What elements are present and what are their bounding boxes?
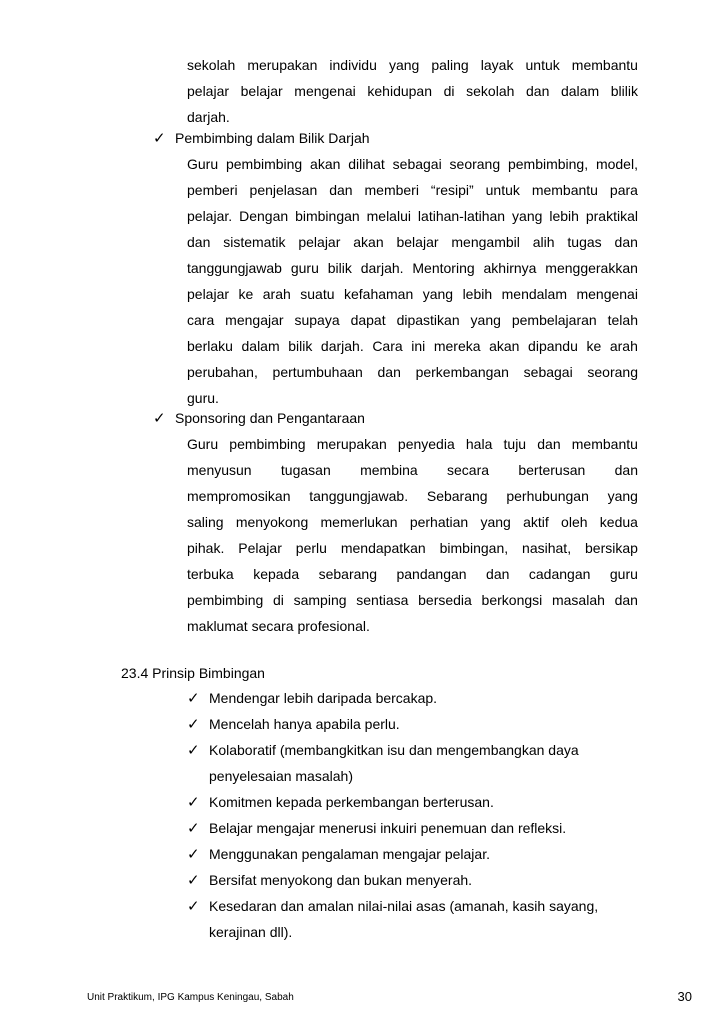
checkmark-icon: ✓ [153,410,166,427]
principle-text: Kesedaran dan amalan nilai-nilai asas (amanah, kasih sayang, [209,898,599,914]
text-line: terbuka kepada sebarang pandangan dan cadangan guru [187,566,638,582]
sponsoring-paragraph [187,431,638,639]
text-line: pemberi penjelasan dan memberi “resipi” untuk membantu para [187,182,638,198]
text-line: darjah. [187,109,230,125]
text-line: berlaku dalam bilik darjah. Cara ini mereka akan dipandu ke arah [187,338,638,354]
checkmark-icon: ✓ [187,794,200,811]
text-line: sekolah merupakan individu yang paling layak untuk membantu [187,57,638,73]
principle-text: Mencelah hanya apabila perlu. [209,716,400,732]
principle-item [187,737,598,789]
checkmark-icon: ✓ [187,690,200,707]
text-line: tanggungjawab guru bilik darjah. Mentoring akhirnya menggerakkan [187,260,638,276]
checkmark-icon: ✓ [187,742,200,759]
text-line: perubahan, pertumbuhaan dan perkembangan sebagai seorang [187,364,638,380]
principle-text: Mendengar lebih daripada bercakap. [209,690,438,706]
footer-source: Unit Praktikum, IPG Kampus Keningau, Sabah [87,992,294,1003]
text-line: mempromosikan tanggungjawab. Sebarang perhubungan yang [187,488,638,504]
text-line: menyusun tugasan membina secara berterusan dan [187,462,638,478]
bullet-heading: Sponsoring dan Pengantaraan [175,410,365,426]
checkmark-icon: ✓ [187,820,200,837]
bullet-sponsoring [153,405,365,431]
principle-text: penyelesaian masalah) [209,768,353,784]
pembimbing-paragraph [187,151,638,411]
text-line: cara mengajar supaya dapat dipastikan yang pembelajaran telah [187,312,638,328]
principle-item [187,893,598,945]
principle-text: Belajar mengajar menerusi inkuiri penemuan dan refleksi. [209,820,567,836]
text-line: pembimbing di samping sentiasa bersedia berkongsi masalah dan [187,592,638,608]
text-line: pelajar belajar mengenai kehidupan di sekolah dan dalam blilik [187,83,638,99]
text-line: Guru pembimbing merupakan penyedia hala tuju dan membantu [187,436,638,452]
text-line: pihak. Pelajar perlu mendapatkan bimbingan, nasihat, bersikap [187,540,638,556]
checkmark-icon: ✓ [187,898,200,915]
text-line: saling menyokong memerlukan perhatian yang aktif oleh kedua [187,514,638,530]
principle-text: Bersifat menyokong dan bukan menyerah. [209,872,473,888]
principle-text: Kolaboratif (membangkitkan isu dan mengembangkan daya [209,742,579,758]
section-title: 23.4 Prinsip Bimbingan [121,665,265,681]
principle-item [187,711,598,737]
text-line: dan sistematik pelajar akan belajar mengambil alih tugas dan [187,234,638,250]
principle-item [187,841,598,867]
principle-text: kerajinan dll). [209,924,293,940]
principle-item [187,685,598,711]
checkmark-icon: ✓ [187,846,200,863]
page-number: 30 [677,989,692,1004]
principle-item [187,867,598,893]
bullet-heading: Pembimbing dalam Bilik Darjah [175,130,370,146]
principle-item [187,815,598,841]
principle-text: Komitmen kepada perkembangan berterusan. [209,794,494,810]
principles-list [187,685,598,945]
bullet-pembimbing [153,125,370,151]
text-line: Guru pembimbing akan dilihat sebagai seorang pembimbing, model, [187,156,638,172]
text-line: maklumat secara profesional. [187,618,370,634]
principle-text: Menggunakan pengalaman mengajar pelajar. [209,846,490,862]
intro-paragraph [187,52,638,130]
checkmark-icon: ✓ [153,130,166,147]
principle-item [187,789,598,815]
checkmark-icon: ✓ [187,716,200,733]
text-line: pelajar. Dengan bimbingan melalui latihan-latihan yang lebih praktikal [187,208,638,224]
checkmark-icon: ✓ [187,872,200,889]
text-line: pelajar ke arah suatu kefahaman yang lebih mendalam mengenai [187,286,638,302]
text-line: guru. [187,390,219,406]
